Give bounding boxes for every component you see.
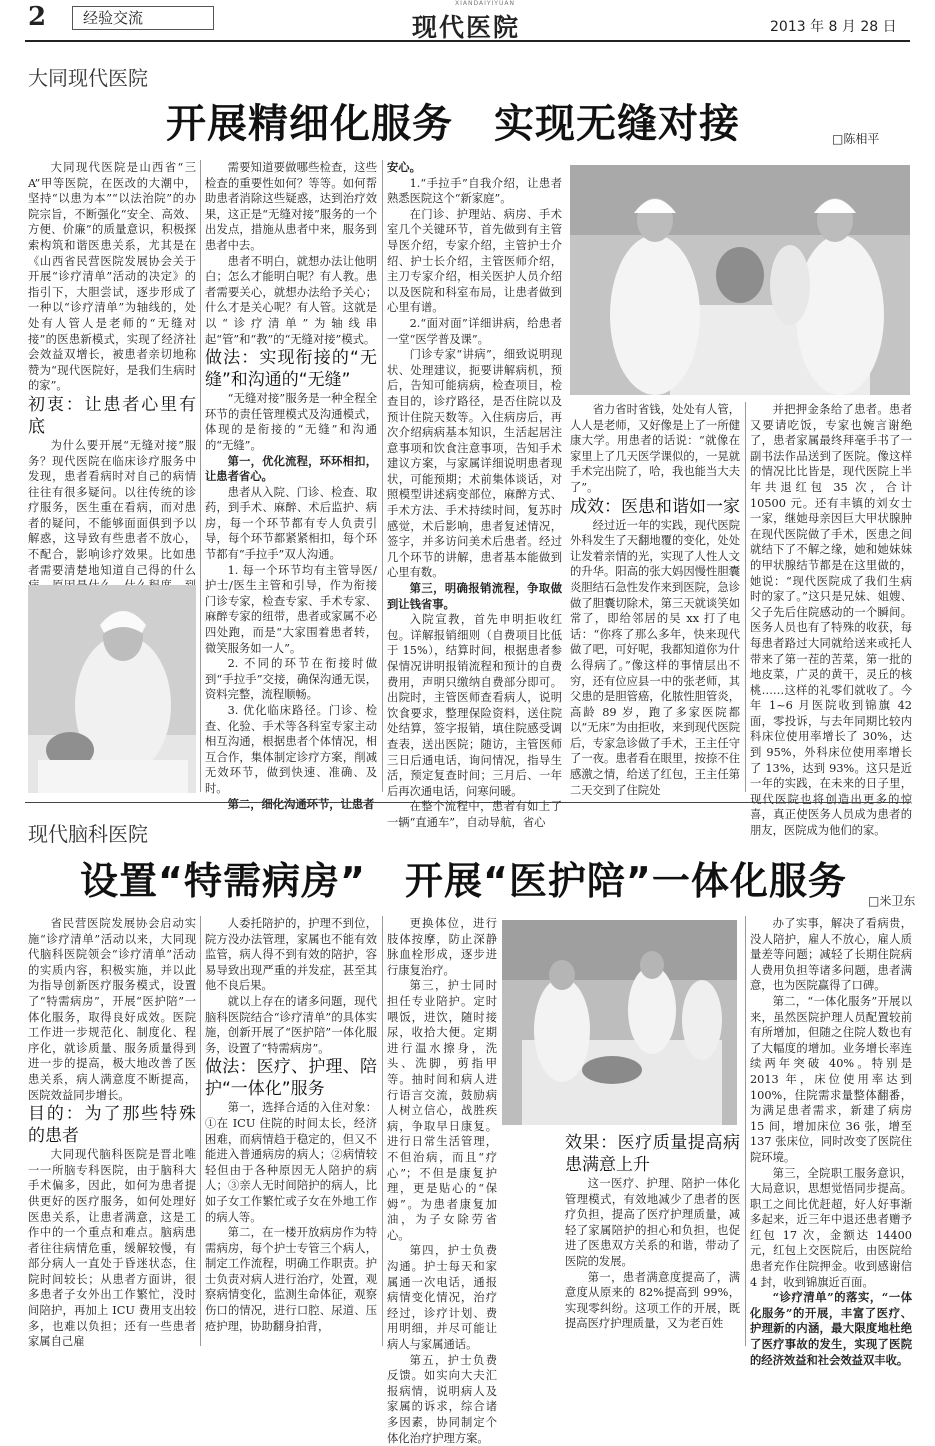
article1-column-2 [205,160,377,811]
paragraph: 大同现代医院是山西省“三A”甲等医院，在医改的大潮中，坚持“以患为本”“以法治院”的办院宗旨，不断强化“安全、高效、方便、价廉”的质量意识，积极探索构筑和谐医患关系，尤其是在《山西省民营医院发展协会关于开展“诊疗清单”活动的决定》的指引下，大胆尝试，逐步形成了一种以“诊疗清单”为轴线的，处处有人管人是老师的“无缝对接”的医患新模式，实现了经济社会效益双增长，被患者亲切地称赞为“现代医院好，是我们生病时的家”。 [28,161,196,393]
page-number: 2 [28,2,47,32]
article1-column-1 [28,160,196,580]
paragraph: 为什么要开展“无缝对接”服务？现代医院在临床诊疗服务中发现，患者看病时对自己的病情往往有很多疑问。以往传统的诊疗服务，医生重在看病，而对患者的疑问，不能够面面俱到予以解惑，这导致有些患者不放心，不配合，影响诊疗效果。比如患者需要清楚地知道自己得的什么 [28,438,196,577]
paragraph: 人委托陪护的，护理不到位，院方没办法管理，家属也不能有效监管，病人得不到有效的陪护，容易导致出现严重的并发症，甚至其他不良后果。 [205,917,377,993]
paragraph: 第一，患者满意度提高了，满意度从原来的 82%提高到 99%，实现零纠纷。这项工作的开展，既提高医疗护理质量，又为老百姓 [565,1270,740,1331]
paragraph: 患者不明白，就想办法让他明白；怎么才能明白呢？有人教。患者需要关心，就想办法给予关心；什么才是关心呢？有人管。这就是以“诊疗清单”为轴线串起“管”和“教”的“无缝对接”模式。 [205,254,377,346]
article-divider [25,802,910,803]
paragraph: 第二，“一体化服务”开展以来，虽然医院护理人员配置较前有所增加，但随之住院人数也有了大幅度的增加。业务增长率连续两年突破 40%。特别是 2013 年，床位使用率达到 100%，住院需求量整体翻番，为满足患者需求，新建了病房 15 间，增加床位 36 张，增至 137 张床位，同时改变了医院住院环境。 [750,994,912,1164]
paragraph: 1. 每一个环节均有主管导医/护士/医生主管和引导，作为衔接门诊专家，检查专家、手术专家、麻醉专家的纽带，患者或家属不必四处跑，而是“大家围着患者转，微笑服务如一人”。 [205,563,377,655]
column-divider [200,160,201,792]
article2-headline: 设置“特需病房” 开展“医护陪”一体化服务 [80,859,847,903]
paragraph: 患者从入院、门诊、检查、取药，到手术、麻醉、术后监护、病房，每一个环节都有专人负责引导，每个环节都紧紧相扣，每个环节都有“手拉手”双人沟通。 [205,485,377,562]
article1-headline: 开展精细化服务 实现无缝对接 [166,101,740,147]
column-divider [382,160,383,792]
nurse-patient-photo [28,585,196,793]
paragraph: 省力省时省钱，处处有人管，人人是老师，又好像是上了一所健康大学。用患者的话说：“就像在家里上了几天医学课似的，一晃就手术完出院了，哈，我也能当大夫了”。 [570,403,740,494]
column-divider [382,916,383,1346]
paragraph: 省民营医院发展协会启动实施“诊疗清单”活动以来，大同现代脑科医院领会“诊疗清单”活动的实质内容，积极实施，并以此为指导创新医疗服务模式，设置了“特需病房”，开展“医护陪”一体化服务，取得良好成效。医院工作进一步规范化、制度化、程序化，就诊质量、服务质量得到进一步的提高，极大地改善了医患关系，病人满意度不断提高，医院效益同步增长。 [28,917,196,1102]
paragraph: 更换体位，进行肢体按摩，防止深静脉血栓形成，逐步进行康复治疗。 [387,917,497,977]
paragraph: 大同现代脑科医院是晋北唯一一所脑专科医院，由于脑科大手术偏多，因此，如何为患者提供更好的医疗服务，如何处理好医患关系，让患者满意，这是工作中的一个重点和难点。脑病患者往往病情危重，缓解较慢，有部分病人一直处于昏迷状态，住院时间较长；从患者方面讲，很多患者子女外出工作繁忙，没时间陪护，再加上 ICU 费用支出较多，也难以负担；还有一些患者家属自己雇 [28,1148,196,1349]
subheading: 成效：医患和谐如一家 [570,496,740,517]
newspaper-title: 现代医院 [412,13,521,42]
nurses-bedside-photo [570,165,910,395]
publication-date: 2013 年 8 月 28 日 [770,19,897,35]
paragraph: 2. 不同的环节在衔接时做到“手拉手”交接，确保沟通无误，资料完整，流程顺畅。 [205,657,377,702]
paragraph: 办了实事，解决了看病贵，没人陪护，雇人不放心，雇人质量差等问题；减轻了长期住院病人费用负担等诸多问题，患者满意，也为医院赢得了口碑。 [750,917,912,993]
section-tag: 经验交流 [72,6,214,30]
paragraph: 3. 优化临床路径。门诊、检查、化验、手术等各科室专家主动相互沟通，根据患者个体情况，相互合作，集体制定诊疗方案，削减无效环节，做到快速、准确、及时。 [205,704,377,795]
subheading: 初衷：让患者心里有底 [28,394,196,437]
article1-column-4 [570,402,740,797]
article2-byline: □米卫东 [868,894,916,908]
paragraph: 第一，选择合适的入住对象：①在 ICU 住院的时间太长，经济困难，而病情趋于稳定的，但又不能进入普通病房的病人；②病情较轻但由于各种原因无人陪护的病人；③亲人无时间陪护的病人，比如子女工作繁忙或子女在外地工作的病人等。 [205,1101,377,1224]
article1-hospital: 大同现代医院 [28,66,148,90]
bold-paragraph: “诊疗清单”的落实，“一体化服务”的开展，丰富了医疗、护理新的内涵，最大限度地杜绝了医疗事故的发生，实现了医院的经济效益和社会效益双丰收。 [750,1290,912,1367]
paragraph: 在整个流程中，患者有如上了一辆“直通车”，自动导航，省心 [387,800,562,829]
paragraph: 1.“手拉手”自我介绍，让患者熟悉医院这个“新家庭”。 [387,176,562,206]
paragraph: 在门诊、护理站、病房、手术室几个关键环节，首先做到有主管导医介绍，专家介绍，主管护士介绍、护士长介绍，主管医师介绍，主刀专家介绍，相关医护人员介绍以及医院和科室布局，让患者做到心里有谱。 [387,207,562,315]
ward-nurses-photo [502,920,737,1125]
column-divider [200,916,201,1346]
paragraph: 这一医疗、护理、陪护一体化管理模式，有效地减少了患者的医疗负担，提高了医疗护理质量，减轻了家属陪护的担心和负担，也促进了医患双方关系的和谐，带动了医院的发展。 [565,1177,740,1268]
paragraph: 第三，全院职工服务意识，大局意识，思想觉悟同步提高。职工之间比优赶超，好人好事渐多起来，近三年中退还患者赠予红包 17 次，金额达 14400 元，红包上交医院后，由医院给患者充作住院押金。收到感谢信 4 封，收到锦旗近百面。 [750,1166,912,1289]
paragraph: 并把押金条给了患者。患者又要请吃饭，专家也婉言谢绝了，患者家属最终拜毫手书了一副书法作品送到了医院。像这样的情况比比皆是，现代医院上半年共退红包 35 次，合计 10500 元。还有丰镇的刘女士一家，继她母亲因巨大甲状腺肿在现代医院做了手术，医患之间就结下了不解之缘，她和她妹妹的甲状腺结节都是在这里做的，她说：“现代医院成了我们生病时的家了。”这只是兄妹、姐嫂、父子先后住院感动的一个瞬间。医务人员也有了特殊的收获，每每患者路过大同就给送来或托人带来了第一茬的苦菜，第一批的地皮菜，广灵的黄干，灵丘的核桃……这样的礼零们就收了。今年 1~6 月医院收到锦旗 42 面，零投诉，与去年同期比较内科床位使用率增长了 30%，达到 95%，外科床位使用率增长了 13%，达到 93%。这只是近一年的实践，在未来的日子里，现代医院也将创造出更多的惊喜，真正使医务人员成为患者的朋友，医院成为他们的家。 [750,403,912,838]
subheading: 做法：医疗、护理、陪护“一体化”服务 [205,1057,377,1100]
article1-byline: □陈相平 [832,132,880,146]
masthead-rule [25,40,910,42]
paragraph: 入院宣教，首先申明拒收红包。详解报销细则（自费项目比低于 15%），结算时间，根据患者参保情况讲明报销流程和预计的自费费用，声明只缴纳自费部分即可。出院时，主管医师查看病人，说明饮食要求，整理保险资料，送住院处结算，签字报销，填住院感受调查表，送出医院；随访，主管医师三日后通电话，询问情况，指导生活，预定复查时间；三月后、一年后再次通电话，问寒问暖。 [387,613,562,798]
subheading: 效果：医疗质量提高病患满意上升 [565,1133,740,1175]
article2-column-5 [750,916,912,1367]
paragraph: 经过近一年的实践，现代医院外科发生了天翻地覆的变化，处处让发着亲情的光，实现了人性人文的升华。阳高的张大妈因慢性胆囊炎胆结石急性发作来到医院，急诊做了胆囊切除术，第三天就谈笑如常了，即给邻居的吴 xx 打了电话：“你疼了那么多年，快来现代做了吧，可好呢，我都知道你为什么得病了。”像这样的事情层出不穷，还有位应县一中的张老师，其父患的是胆管癌，化脓性胆管炎，高龄 89 岁，跑了多家医院都以“无床”为由拒收，来到现代医院后，专家急诊做了手术，王主任守了一夜。患者看在眼里，按捺不住感激之情，给送了红包，王主任第二天交到了住院处 [570,518,740,797]
article1-column-3 [387,160,562,829]
paragraph: 就以上存在的诸多问题，现代脑科医院结合“诊疗清单”的具体实施，创新开展了“医护陪”一体化服务，设置了“特需病房”。 [205,994,377,1055]
article1-column-5 [750,402,912,838]
paragraph: “无缝对接”服务是一种全程全环节的责任管理模式及沟通模式，体现的是衔接的“无缝”和沟通的“无缝”。 [205,392,377,452]
column-divider [745,402,746,792]
bold-paragraph: 第二，细化沟通环节，让患者 [227,796,375,811]
subheading: 做法：实现衔接的“无缝”和沟通的“无缝” [205,348,377,391]
article2-column-4 [565,1132,740,1348]
paragraph: 第五，护士负费反馈。如实向大夫汇报病情，说明病人及家属的诉求，综合诸多因素，协同制定个体化治疗护理方案。 [387,1353,497,1445]
article2-hospital: 现代脑科医院 [28,822,148,846]
bold-paragraph: 安心。 [387,160,421,174]
paragraph: 第四，护士负费沟通。护士每天和家属通一次电话，通报病情变化情况，治疗经过，诊疗计划、费用明细，并尽可能让病人与家属通话。 [387,1244,497,1352]
article2-column-2 [205,916,377,1348]
paragraph: 需要知道要做哪些检查，这些检查的重要性如何？等等。如何帮助患者消除这些疑惑，达到治疗效果，这正是“无缝对接”服务的一个出发点，措施从患者中来，服务到患者中去。 [205,161,377,252]
paragraph: 第三，护士同时担任专业陪护。定时喂饭，进饮，随时接尿，收拾大便。定期进行温水擦身，洗头、洗脚，剪指甲等。抽时间和病人进行语言交流，鼓励病人树立信心，战胜疾病，争取早日康复。进行日常生活管理，不但治病，而且“疗心”；不但是康复护理，更是贴心的“保姆”。为患者康复加油，为子女除劳省心。 [387,979,497,1242]
article2-column-1 [28,916,196,1348]
column-divider [745,916,746,1346]
bold-paragraph: 第一，优化流程，环环相扣，让患者省心。 [205,453,377,484]
paragraph: 第二，在一楼开放病房作为特需病房，每个护士专管三个病人，制定工作流程，明确工作职责。护士负责对病人进行治疗，处置，观察病情变化，监测生命体征，观察伤口的情况，进行口腔、尿道、压疮护理，协助翻身拍背， [205,1226,377,1333]
paragraph: 门诊专家“讲病”，细致说明现状、处理建议，扼要讲解病机，预后，告知可能病病，检查项目，检查目的，诊疗路径，是否住院以及预计住院天数等。入住病房后，再次介绍病病基本知识，生活起居注意事项和饮食注意事项，告知手术建议方案，与家属详细说明患者现状，可能预期；术前集体谈话，对照模型讲述病变部位，麻醉方式、手术方法、手术持续时间，复苏时感觉，术后影响，患者复述情况，签字，并多访问美术后患者。经过几个环节的讲解，患者基本能做到心里有数。 [387,348,562,580]
masthead-latin: XIANDAIYIYUAN [455,0,515,7]
paragraph: 2.“面对面”详细讲病，给患者一堂“医学普及课”。 [387,316,562,346]
article2-column-3 [387,916,497,1445]
subheading: 目的：为了那些特殊的患者 [28,1104,196,1147]
bold-paragraph: 第三，明确报销流程，争取做到让钱省事。 [387,581,562,611]
